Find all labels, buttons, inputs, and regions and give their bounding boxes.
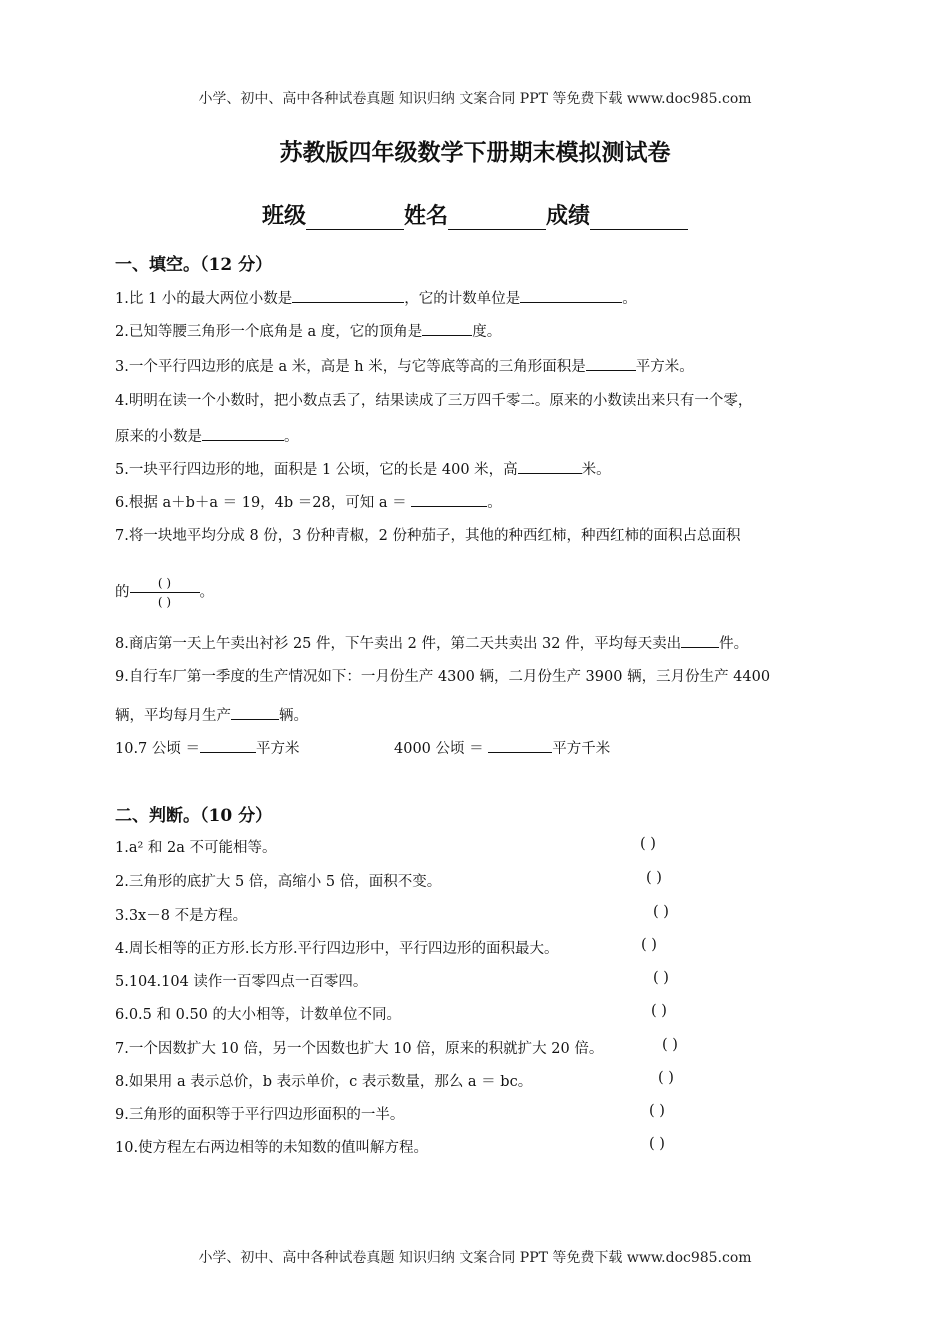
- score-blank[interactable]: [590, 207, 688, 230]
- question-1-5: 5.一块平行四边形的地，面积是 1 公顷，它的长是 400 米，高 米。: [115, 458, 611, 479]
- class-blank[interactable]: [306, 207, 404, 230]
- judgement-item: 6.0.5 和 0.50 的大小相等，计数单位不同。: [115, 1007, 402, 1023]
- judgement-item: 9.三角形的面积等于平行四边形面积的一半。: [115, 1107, 405, 1123]
- judgement-item: 2.三角形的底扩大 5 倍，高缩小 5 倍，面积不变。: [115, 874, 442, 890]
- question-1-3: 3.一个平行四边形的底是 a 米，高是 h 米，与它等底等高的三角形面积是 平方米。: [115, 355, 694, 376]
- judgement-answer-parens[interactable]: ( ): [651, 1003, 667, 1019]
- question-1-10: 10.7 公顷 ＝ 平方米: [115, 737, 300, 758]
- judgement-item: 5.104.104 读作一百零四点一百零四。: [115, 974, 368, 990]
- judgement-answer-parens[interactable]: ( ): [658, 1070, 674, 1086]
- answer-blank[interactable]: [422, 321, 472, 336]
- judgement-answer-parens[interactable]: ( ): [646, 870, 662, 886]
- name-label: 姓名: [403, 203, 448, 229]
- page-title: 苏教版四年级数学下册期末模拟测试卷: [279, 139, 671, 166]
- question-1-7: 7.将一块地平均分成 8 份，3 份种青椒，2 份种茄子，其他的种西红柿，种西红柿的面积占总面积: [115, 528, 741, 544]
- answer-blank[interactable]: [586, 356, 636, 371]
- answer-blank[interactable]: [411, 492, 487, 507]
- fraction-blank[interactable]: $\frac{( )}{( )}$: [130, 574, 200, 611]
- answer-blank[interactable]: [202, 426, 284, 441]
- section-1-heading: 一、填空。（12 分）: [115, 255, 273, 275]
- judgement-answer-parens[interactable]: ( ): [649, 1103, 665, 1119]
- page-header: 小学、初中、高中各种试卷真题 知识归纳 文案合同 PPT 等免费下载 www.doc985.com: [198, 91, 752, 107]
- judgement-item: 7.一个因数扩大 10 倍，另一个因数也扩大 10 倍，原来的积就扩大 20 倍。: [115, 1041, 604, 1057]
- question-1-7-cont: 的 $\frac{( )}{( )}$ 。: [115, 576, 214, 609]
- judgement-answer-parens[interactable]: ( ): [653, 970, 669, 986]
- question-1-1: 1.比 1 小的最大两位小数是 ，它的计数单位是 。: [115, 287, 637, 308]
- answer-blank[interactable]: [231, 705, 279, 720]
- question-1-9-cont: 辆，平均每月生产 辆。: [115, 704, 308, 725]
- judgement-item: 1.a² 和 2a 不可能相等。: [115, 840, 277, 856]
- judgement-item: 10.使方程左右两边相等的未知数的值叫解方程。: [115, 1140, 429, 1156]
- answer-blank[interactable]: [520, 288, 622, 303]
- question-1-2: 2.已知等腰三角形一个底角是 a 度，它的顶角是 度。: [115, 320, 501, 341]
- page-footer: 小学、初中、高中各种试卷真题 知识归纳 文案合同 PPT 等免费下载 www.doc985.com: [198, 1250, 752, 1266]
- answer-blank[interactable]: [292, 288, 404, 303]
- student-info-line: [0, 199, 950, 230]
- judgement-item: 3.3x－8 不是方程。: [115, 908, 248, 924]
- judgement-answer-parens[interactable]: ( ): [640, 836, 656, 852]
- judgement-answer-parens[interactable]: ( ): [649, 1136, 665, 1152]
- judgement-item: 8.如果用 a 表示总价，b 表示单价，c 表示数量，那么 a ＝ bc。: [115, 1074, 533, 1090]
- answer-blank[interactable]: [488, 738, 552, 753]
- question-1-4-cont: 原来的小数是 。: [115, 425, 299, 446]
- answer-blank[interactable]: [200, 738, 256, 753]
- answer-blank[interactable]: [518, 459, 582, 474]
- judgement-answer-parens[interactable]: ( ): [662, 1037, 678, 1053]
- judgement-item: 4.周长相等的正方形.长方形.平行四边形中，平行四边形的面积最大。: [115, 941, 559, 957]
- judgement-answer-parens[interactable]: ( ): [653, 904, 669, 920]
- question-1-4: 4.明明在读一个小数时，把小数点丢了，结果读成了三万四千零二。原来的小数读出来只有一个零，: [115, 393, 753, 409]
- answer-blank[interactable]: [681, 633, 719, 648]
- name-blank[interactable]: [448, 207, 546, 230]
- score-label: 成绩: [546, 203, 591, 229]
- class-label: 班级: [261, 203, 306, 229]
- question-1-9: 9.自行车厂第一季度的生产情况如下：一月份生产 4300 辆，二月份生产 3900 辆，三月份生产 4400: [115, 669, 771, 685]
- section-2-heading: 二、判断。（10 分）: [115, 806, 273, 826]
- question-1-8: 8.商店第一天上午卖出衬衫 25 件，下午卖出 2 件，第二天共卖出 32 件，平均每天卖出 件。: [115, 632, 748, 653]
- question-1-10b: 4000 公顷 ＝ 平方千米: [394, 737, 610, 758]
- question-1-6: 6.根据 a＋b＋a ＝ 19，4b ＝28，可知 a ＝ 。: [115, 491, 502, 512]
- judgement-answer-parens[interactable]: ( ): [641, 937, 657, 953]
